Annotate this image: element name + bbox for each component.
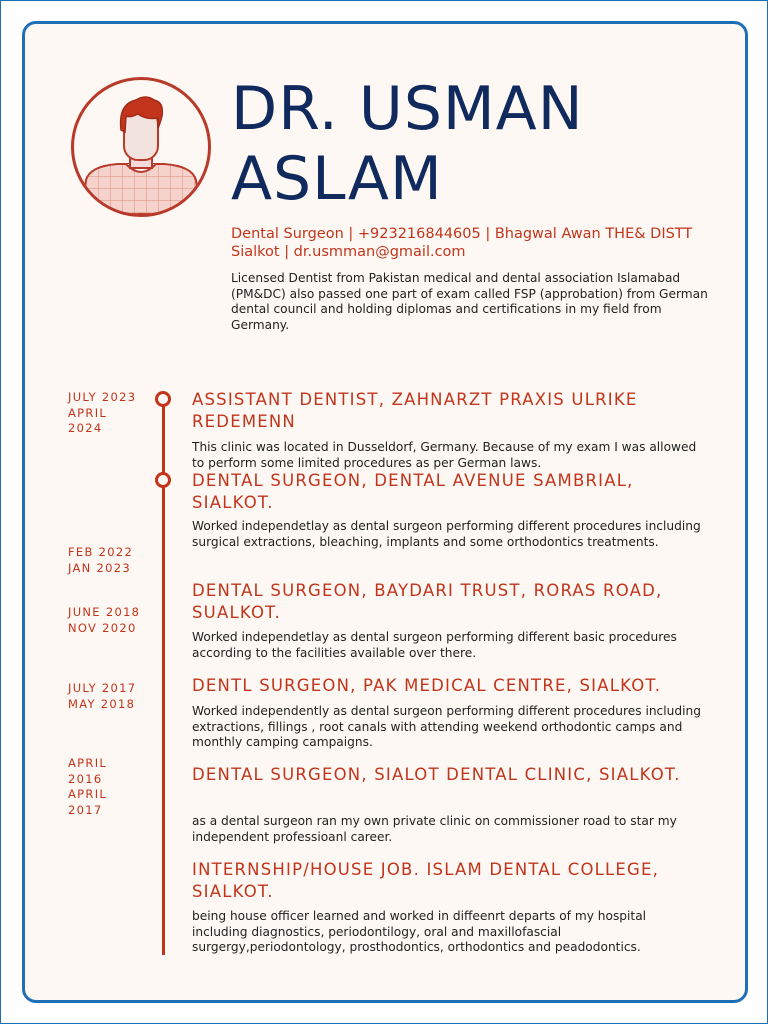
profile-summary: Licensed Dentist from Pakistan medical and dental association Islamabad (PM&DC) also passed one part of exam called FSP (approbation) from German dental council and holding diplomas and certifications in my field from Germany.	[231, 271, 708, 332]
job-title: INTERNSHIP/HOUSE JOB. ISLAM DENTAL COLLEGE, SIALKOT.	[192, 860, 660, 901]
date-range: FEB 2022 JAN 2023	[68, 545, 134, 575]
job-title: DENTAL SURGEON, SIALOT DENTAL CLINIC, SIALKOT.	[192, 765, 681, 784]
date-range: JULY 2017 MAY 2018	[68, 681, 137, 711]
job-description: Worked independently as dental surgeon performing different procedures including extractions, fillings , root canals with attending weekend orthodontic camps and monthly camping campaigns.	[192, 704, 701, 749]
job-description: This clinic was located in Dusseldorf, Germany. Because of my exam I was allowed to perform some limited procedures as per German laws.	[192, 440, 697, 470]
person-avatar-icon	[74, 80, 208, 214]
job-title: ASSISTANT DENTIST, ZAHNARZT PRAXIS ULRIKE REDEMENN	[192, 390, 638, 431]
job-description: as a dental surgeon ran my own private clinic on commissioner road to star my independent professioanl career.	[192, 814, 677, 844]
job-title: DENTL SURGEON, PAK MEDICAL CENTRE, SIALKOT.	[192, 676, 662, 695]
date-range: JUNE 2018 NOV 2020	[68, 605, 141, 635]
job-description: Worked independetlay as dental surgeon performing different basic procedures according to the facilities available over there.	[192, 630, 677, 660]
job-description: Worked independetlay as dental surgeon performing different procedures including surgical extractions, bleaching, implants and some orthodontics treatments.	[192, 519, 701, 549]
date-range: JULY 2023 APRIL 2024	[68, 390, 137, 435]
job-description: being house officer learned and worked in diffeenrt departs of my hospital including diagnostics, periodontilogy, oral and maxillofascial surgergy,periodontology, prosthodontics, orthodontics and peadodontics.	[192, 909, 647, 954]
job-title: DENTAL SURGEON, BAYDARI TRUST, RORAS ROAD, SUALKOT.	[192, 581, 663, 622]
contact-line: Dental Surgeon | +923216844605 | Bhagwal Awan THE& DISTT Sialkot | dr.usmman@gmail.com	[231, 226, 693, 260]
date-range: APRIL 2016 APRIL 2017	[68, 756, 108, 817]
page-title: DR. USMAN ASLAM	[231, 74, 584, 214]
job-title: DENTAL SURGEON, DENTAL AVENUE SAMBRIAL, SIALKOT.	[192, 471, 634, 512]
timeline-dot	[155, 472, 171, 488]
avatar	[71, 77, 211, 217]
